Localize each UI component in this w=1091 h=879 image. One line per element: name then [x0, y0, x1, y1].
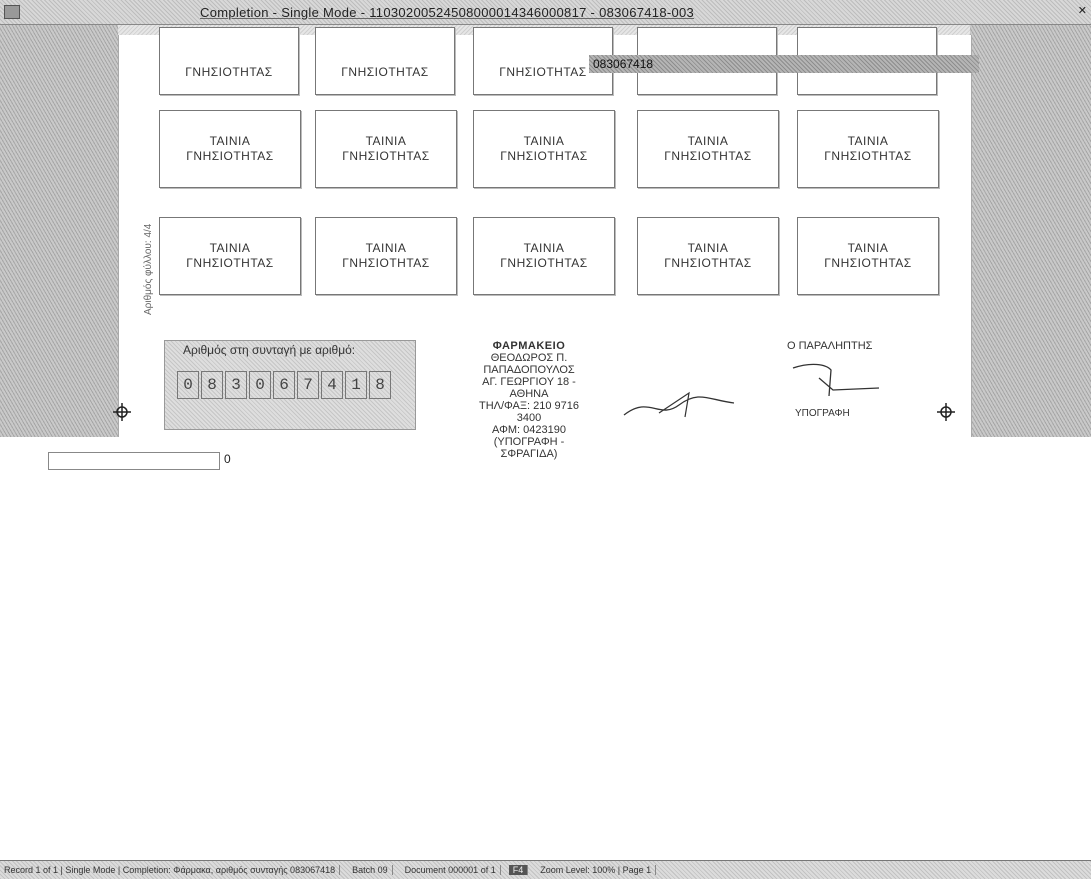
- stamp: [159, 110, 301, 188]
- pharmacy-seal: [469, 340, 589, 460]
- registration-digit: 8: [201, 371, 223, 399]
- pharmacist-signature: [619, 385, 739, 425]
- stamp-text: ΤΑΙΝΙΑ: [523, 134, 565, 148]
- stamp-text: ΤΑΙΝΙΑ: [847, 241, 889, 255]
- stamp-text: ΤΑΙΝΙΑ: [209, 241, 251, 255]
- registration-digit: 7: [297, 371, 319, 399]
- stamp: [473, 110, 615, 188]
- stamp-text: ΓΝΗΣΙΟΤΗΤΑΣ: [341, 65, 429, 79]
- stamp: [637, 217, 779, 295]
- recipient-signature: [791, 360, 881, 400]
- registration-box: [164, 340, 416, 430]
- title-bar: [0, 0, 1091, 25]
- input-marker: 0: [224, 452, 231, 466]
- recipient-caption: ΥΠΟΓΡΑΦΗ: [795, 408, 850, 419]
- stamp-text: ΓΝΗΣΙΟΤΗΤΑΣ: [186, 256, 274, 270]
- stamp: [473, 217, 615, 295]
- registration-digit: 1: [345, 371, 367, 399]
- seal-line: ΤΗΛ/ΦΑΞ: 210 9716 3400: [478, 400, 579, 424]
- stamp-text: ΓΝΗΣΙΟΤΗΤΑΣ: [500, 149, 588, 163]
- stamp-text: ΤΑΙΝΙΑ: [209, 134, 251, 148]
- stamp: [315, 27, 455, 95]
- status-batch: Batch 09: [348, 865, 393, 875]
- registration-digit: 0: [177, 371, 199, 399]
- app-icon[interactable]: [4, 5, 20, 19]
- viewer-margin-right: [970, 25, 1091, 437]
- registration-digit: 3: [225, 371, 247, 399]
- stamp-text: ΤΑΙΝΙΑ: [523, 241, 565, 255]
- registration-digit: 6: [273, 371, 295, 399]
- stamp-text: ΓΝΗΣΙΟΤΗΤΑΣ: [664, 149, 752, 163]
- completion-input[interactable]: [48, 452, 220, 470]
- stamp-text: ΤΑΙΝΙΑ: [847, 134, 889, 148]
- crosshair-icon[interactable]: [937, 403, 955, 421]
- stamp: [637, 110, 779, 188]
- registration-label: Αριθμός στη συνταγή με αριθμό:: [183, 343, 356, 357]
- crosshair-icon[interactable]: [113, 403, 131, 421]
- stamp-text: ΓΝΗΣΙΟΤΗΤΑΣ: [342, 149, 430, 163]
- status-key: F4: [509, 865, 529, 875]
- registration-digit: 4: [321, 371, 343, 399]
- stamp-text: ΓΝΗΣΙΟΤΗΤΑΣ: [824, 256, 912, 270]
- stamp-text: ΤΑΙΝΙΑ: [365, 134, 407, 148]
- seal-caption: (ΥΠΟΓΡΑΦΗ - ΣΦΡΑΓΙΔΑ): [493, 436, 565, 460]
- stamp: [315, 110, 457, 188]
- status-bar: [0, 860, 1091, 879]
- stamp-text: ΓΝΗΣΙΟΤΗΤΑΣ: [500, 256, 588, 270]
- stamp: [797, 217, 939, 295]
- vertical-note: Αριθμός φύλλου: 4/4: [143, 223, 154, 315]
- registration-digit: 0: [249, 371, 271, 399]
- stamp-text: ΓΝΗΣΙΟΤΗΤΑΣ: [342, 256, 430, 270]
- status-zoom: Zoom Level: 100% | Page 1: [536, 865, 656, 875]
- stamp-text: ΤΑΙΝΙΑ: [365, 241, 407, 255]
- registration-digit: 8: [369, 371, 391, 399]
- stamp-text: ΤΑΙΝΙΑ: [687, 241, 729, 255]
- registration-digits: [177, 371, 391, 399]
- stamp: [797, 110, 939, 188]
- seal-line: ΑΓ. ΓΕΩΡΓΙΟΥ 18 - ΑΘΗΝΑ: [482, 376, 576, 400]
- status-document: Document 000001 of 1: [401, 865, 501, 875]
- stamp-text: ΓΝΗΣΙΟΤΗΤΑΣ: [186, 149, 274, 163]
- seal-name: ΦΑΡΜΑΚΕΙΟ: [492, 340, 566, 352]
- viewer-margin-left: [0, 25, 118, 437]
- document-image: [118, 35, 972, 460]
- stamp-text: ΓΝΗΣΙΟΤΗΤΑΣ: [824, 149, 912, 163]
- seal-line: ΘΕΟΔΩΡΟΣ Π. ΠΑΠΑΔΟΠΟΥΛΟΣ: [483, 352, 575, 376]
- field-value-overlay: 083067418: [589, 55, 979, 73]
- stamp-text: ΓΝΗΣΙΟΤΗΤΑΣ: [664, 256, 752, 270]
- recipient-label: Ο ΠΑΡΑΛΗΠΤΗΣ: [787, 340, 873, 352]
- stamp-text: ΓΝΗΣΙΟΤΗΤΑΣ: [499, 65, 587, 79]
- stamp-text: ΤΑΙΝΙΑ: [687, 134, 729, 148]
- status-record: Record 1 of 1 | Single Mode | Completion: Φάρμακα, αριθμός συνταγής 083067418: [0, 865, 340, 875]
- window-title: Completion - Single Mode - 11030200524508000014346000817 - 083067418-003: [200, 4, 695, 20]
- close-icon[interactable]: ✕: [1077, 5, 1087, 17]
- stamp: [159, 27, 299, 95]
- stamp: [315, 217, 457, 295]
- seal-line: ΑΦΜ: 0423190: [492, 424, 566, 436]
- stamp: [159, 217, 301, 295]
- stamp-text: ΓΝΗΣΙΟΤΗΤΑΣ: [185, 65, 273, 79]
